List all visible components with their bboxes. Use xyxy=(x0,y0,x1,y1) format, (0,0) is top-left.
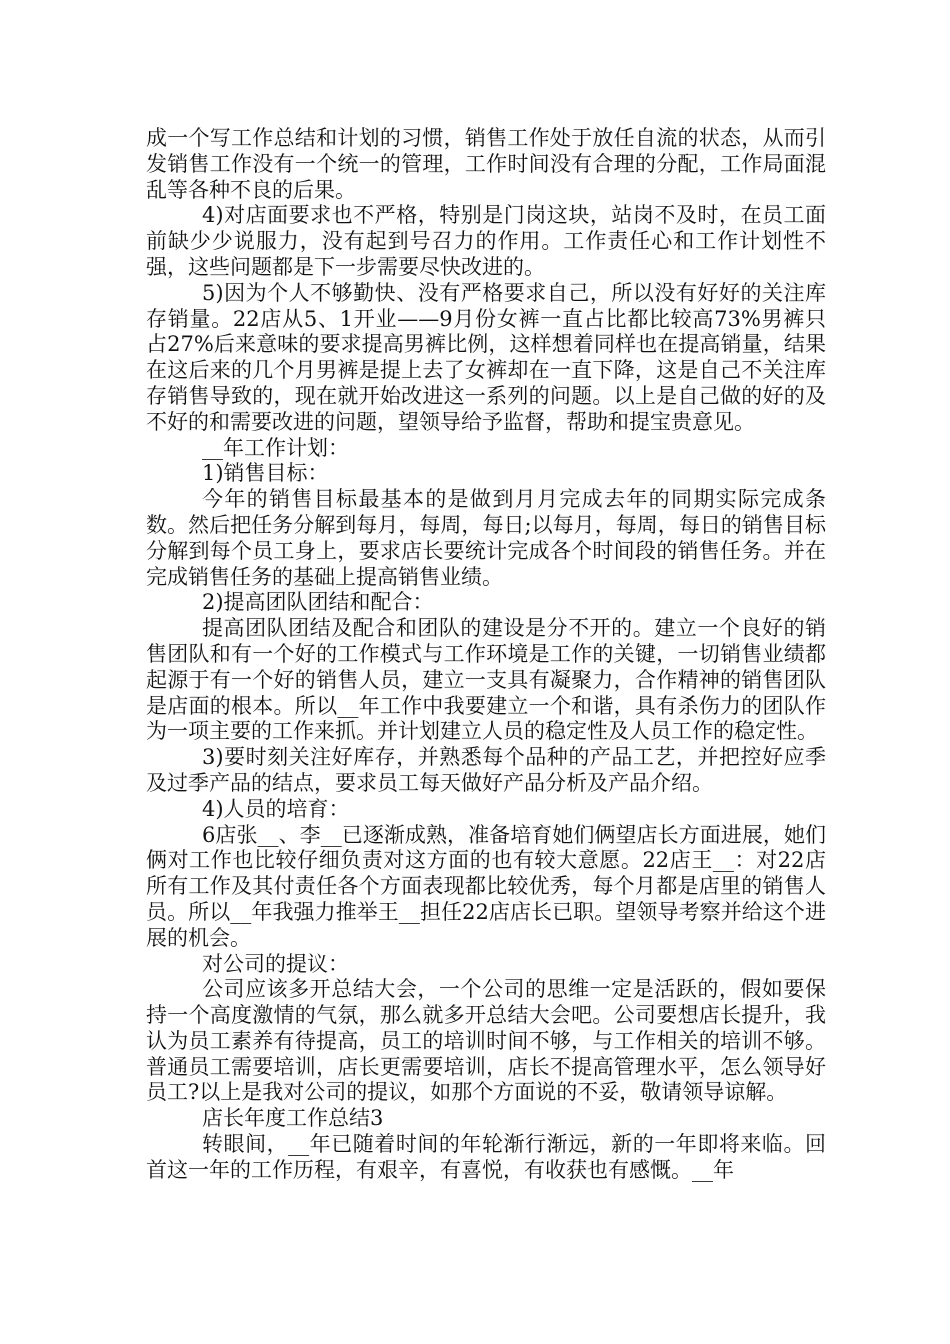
section-title-summary-3: 店长年度工作总结3 xyxy=(202,1106,384,1131)
paragraph-suggestions: 公司应该多开总结大会，一个公司的思维一定是活跃的，假如要保持一个高度激情的气氛，那么就多开总结大会吧。公司要想店长提升，我认为员工素养有待提高，员工的培训时间不够，与工作相关的培训不够。普通员工需要培训，店长更需要培训，店长不提高管理水平，怎么领导好员工?以上是我对公司的提议，如那个方面说的不妥，敬请领导谅解。 xyxy=(146,977,826,1105)
subheading-suggestions: 对公司的提议： xyxy=(202,951,349,976)
paragraph-item-4: 4)对店面要求也不严格，特别是门岗这块，站岗不及时，在员工面前缺少少说服力，没有起到号召力的作用。工作责任心和工作计划性不强，这些问题都是下一步需要尽快改进的。 xyxy=(146,203,826,279)
paragraph-team: 提高团队团结及配合和团队的建设是分不开的。建立一个良好的销售团队和有一个好的工作模式与工作环境是工作的关键，一切销售业绩都起源于有一个好的销售人员，建立一支具有凝聚力，合作精神的销售团队是店面的根本。所以__年工作中我要建立一个和谐，具有杀伤力的团队作为一项主要的工作来抓。并计划建立人员的稳定性及人员工作的稳定性。 xyxy=(146,616,826,744)
paragraph-sales-target: 今年的销售目标最基本的是做到月月完成去年的同期实际完成条数。然后把任务分解到每月，每周，每日;以每月，每周，每日的销售目标分解到每个员工身上，要求店长要统计完成各个时间段的销售任务。并在完成销售任务的基础上提高销售业绩。 xyxy=(146,487,826,589)
subheading-sales-target: 1)销售目标： xyxy=(202,461,329,486)
paragraph-inventory: 3)要时刻关注好库存，并熟悉每个品种的产品工艺，并把控好应季及过季产品的结点，要求员工每天做好产品分析及产品介绍。 xyxy=(146,745,826,795)
subheading-team: 2)提高团队团结和配合： xyxy=(202,590,434,615)
subheading-staff-training: 4)人员的培育： xyxy=(202,796,350,821)
document-page xyxy=(146,126,826,1184)
paragraph-continuation: 成一个写工作总结和计划的习惯，销售工作处于放任自流的状态，从而引发销售工作没有一个统一的管理，工作时间没有合理的分配，工作局面混乱等各种不良的后果。 xyxy=(146,126,826,202)
paragraph-staff-training: 6店张__、李__已逐渐成熟，准备培育她们俩望店长方面进展，她们俩对工作也比较仔细负责对这方面的也有较大意愿。22店王__：对22店所有工作及其付责任各个方面表现都比较优秀，每个月都是店里的销售人员。所以__年我强力推举王__担任22店店长已职。望领导考察并给这个进展的机会。 xyxy=(146,822,826,950)
section-heading-work-plan: __年工作计划： xyxy=(202,435,349,460)
paragraph-item-5: 5)因为个人不够勤快、没有严格要求自己，所以没有好好的关注库存销量。22店从5、1开业——9月份女裤一直占比都比较高73%男裤只占27%后来意味的要求提高男裤比例，这样想着同样也在提高销量，结果在这后来的几个月男裤是提上去了女裤却在一直下降，这是自己不关注库存销售导致的，现在就开始改进这一系列的问题。以上是自己做的好的及不好的和需要改进的问题，望领导给予监督，帮助和提宝贵意见。 xyxy=(146,280,826,434)
paragraph-summary-intro: 转眼间，__年已随着时间的年轮渐行渐远，新的一年即将来临。回首这一年的工作历程，有艰辛，有喜悦，有收获也有感慨。__年 xyxy=(146,1132,826,1182)
